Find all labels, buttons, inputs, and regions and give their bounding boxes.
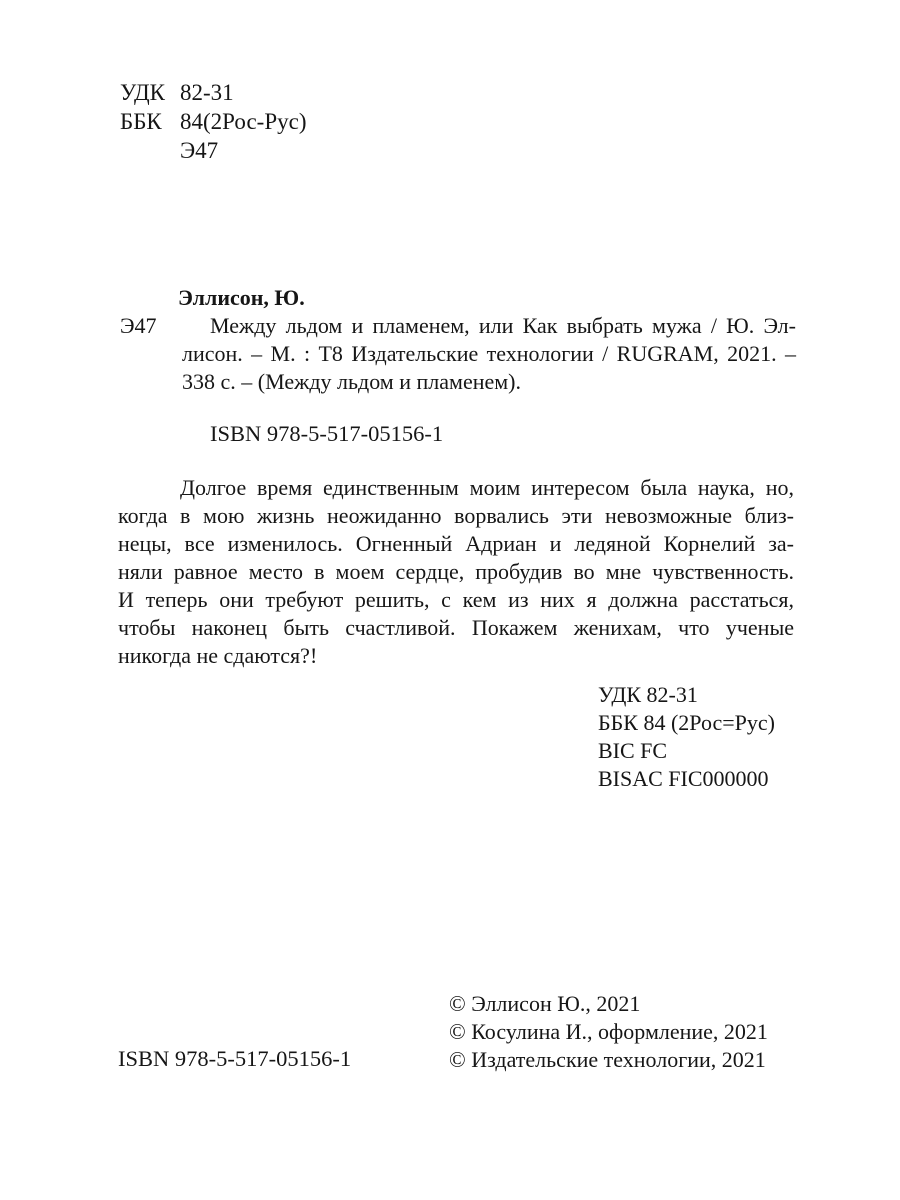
bisac-line: BISAC FIC000000 [598,766,769,791]
author-sign-value: Э47 [180,138,219,163]
bbk-row [120,107,306,136]
copyright-publisher-line: © Издательские технологии, 2021 [449,1047,766,1072]
annotation-block [118,474,794,670]
udc-label: УДК [120,80,165,105]
isbn-line-bottom: ISBN 978-5-517-05156-1 [118,1046,352,1071]
copyright-author-line: © Эллисон Ю., 2021 [449,991,641,1016]
annotation-line: нецы, все изменилось. Огненный Адриан и ледяной Корнелий за- [118,531,794,556]
bic-line: BIC FC [598,738,668,763]
udc-row [120,78,306,107]
bbk-value: 84(2Рос-Рус) [180,109,307,134]
isbn-line-top: ISBN 978-5-517-05156-1 [210,421,444,446]
udc-value: 82-31 [180,80,234,105]
bib-line: Между льдом и пламенем, или Как выбрать мужа / Ю. Эл- [210,313,796,338]
annotation-line: И теперь они требуют решить, с кем из них я должна расстаться, [118,587,794,612]
bibliographic-entry [120,284,796,396]
annotation-line: чтобы наконец быть счастливой. Покажем женихам, что ученые [118,615,794,640]
udc-line: УДК 82-31 [598,682,698,707]
copyright-block [449,990,768,1074]
copyright-designer-line: © Косулина И., оформление, 2021 [449,1019,768,1044]
bbk-line: ББК 84 (2Рос=Рус) [598,710,775,735]
annotation-line: Долгое время единственным моим интересом была наука, но, [180,475,794,500]
bibliographic-description [120,312,796,396]
author-sign-row [120,136,306,165]
bib-line: 338 с. – (Между льдом и пламенем). [182,369,521,394]
author-heading: Эллисон, Ю. [178,285,305,310]
annotation-line: когда в мою жизнь неожиданно ворвались эти невозможные близ- [118,503,794,528]
entry-label: Э47 [120,313,157,338]
bbk-label: ББК [120,109,162,134]
top-classification-codes [120,78,306,165]
bib-line: лисон. – М. : Т8 Издательские технологии / RUGRAM, 2021. – [182,341,796,366]
right-classification-codes [598,681,775,793]
annotation-line: никогда не сдаются?! [118,643,318,668]
annotation-line: няли равное место в моем сердце, пробудив во мне чувственность. [118,559,794,584]
